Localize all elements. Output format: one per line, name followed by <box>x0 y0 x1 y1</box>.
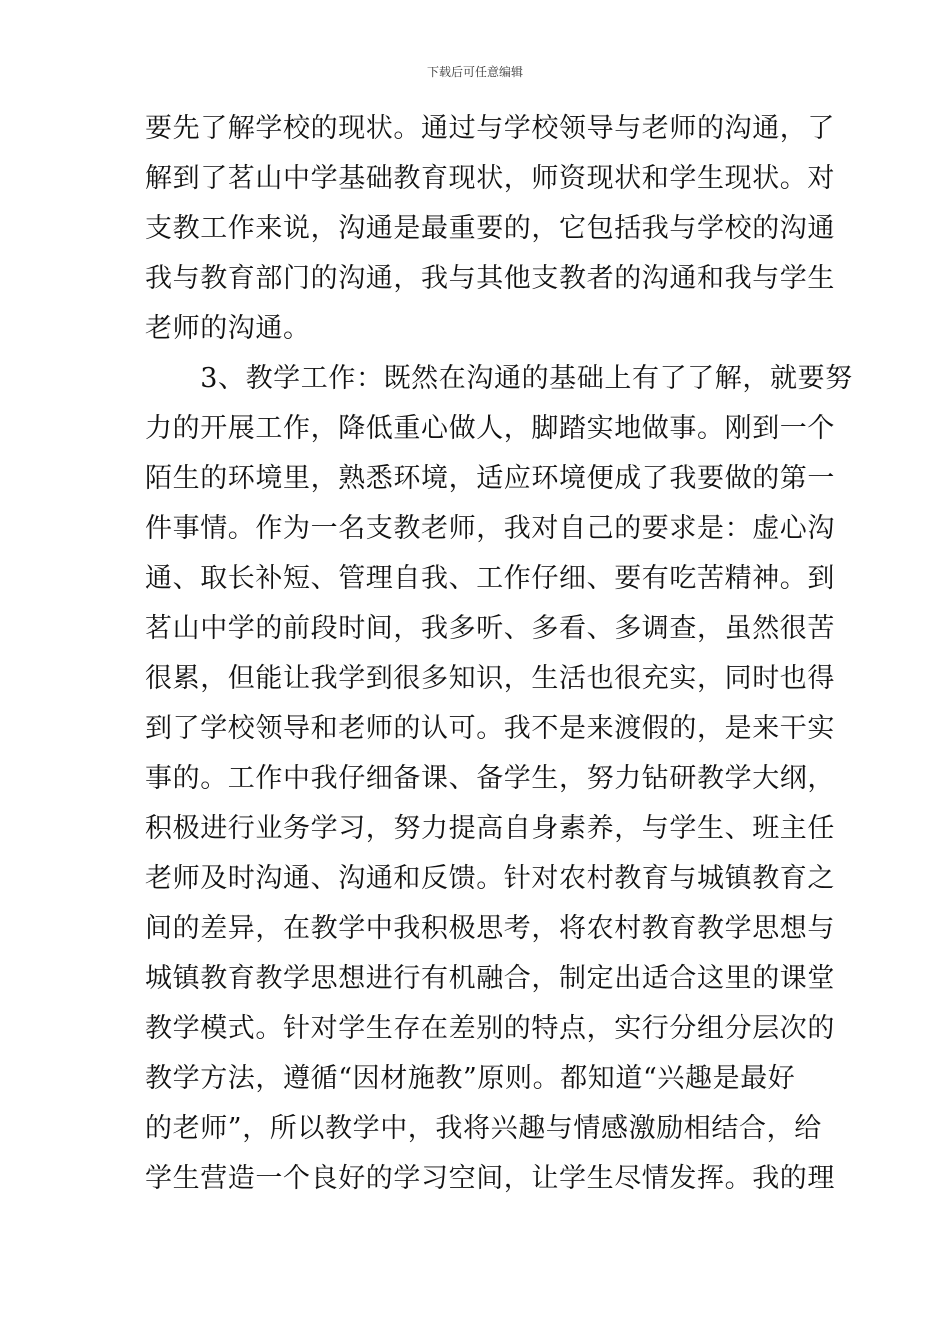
body-text <box>145 104 853 1204</box>
text-line: 要先了解学校的现状。通过与学校领导与老师的沟通，了 <box>145 113 835 144</box>
text-line: 茗山中学的前段时间，我多听、多看、多调查，虽然很苦 <box>145 613 835 644</box>
text-line: 老师及时沟通、沟通和反馈。针对农村教育与城镇教育之 <box>145 863 835 894</box>
text-line: 教学方法，遵循“因材施教”原则。都知道“兴趣是最好 <box>145 1063 796 1094</box>
text-line: 通、取长补短、管理自我、工作仔细、要有吃苦精神。到 <box>145 563 835 594</box>
text-line: 事的。工作中我仔细备课、备学生，努力钻研教学大纲， <box>145 763 835 794</box>
text-line: 的老师”，所以教学中，我将兴趣与情感激励相结合，给 <box>145 1113 822 1144</box>
text-line: 件事情。作为一名支教老师，我对自己的要求是：虚心沟 <box>145 513 835 544</box>
text-line: 3、教学工作：既然在沟通的基础上有了了解，就要努 <box>145 363 853 394</box>
text-line: 积极进行业务学习，努力提高自身素养，与学生、班主任 <box>145 813 835 844</box>
text-line: 陌生的环境里，熟悉环境，适应环境便成了我要做的第一 <box>145 463 835 494</box>
text-line: 城镇教育教学思想进行有机融合，制定出适合这里的课堂 <box>145 963 835 994</box>
text-line: 间的差异，在教学中我积极思考，将农村教育教学思想与 <box>145 913 835 944</box>
text-line: 力的开展工作，降低重心做人，脚踏实地做事。刚到一个 <box>145 413 835 444</box>
page-header: 下载后可任意编辑 <box>426 65 523 79</box>
text-line: 老师的沟通。 <box>145 313 311 344</box>
text-line: 到了学校领导和老师的认可。我不是来渡假的，是来干实 <box>145 713 835 744</box>
text-line: 我与教育部门的沟通，我与其他支教者的沟通和我与学生 <box>145 263 835 294</box>
text-line: 很累，但能让我学到很多知识，生活也很充实，同时也得 <box>145 663 835 694</box>
text-line: 教学模式。针对学生存在差别的特点，实行分组分层次的 <box>145 1013 835 1044</box>
text-line: 解到了茗山中学基础教育现状，师资现状和学生现状。对 <box>145 163 835 194</box>
text-line: 支教工作来说，沟通是最重要的，它包括我与学校的沟通 <box>145 213 835 244</box>
text-line: 学生营造一个良好的学习空间，让学生尽情发挥。我的理 <box>145 1163 835 1194</box>
